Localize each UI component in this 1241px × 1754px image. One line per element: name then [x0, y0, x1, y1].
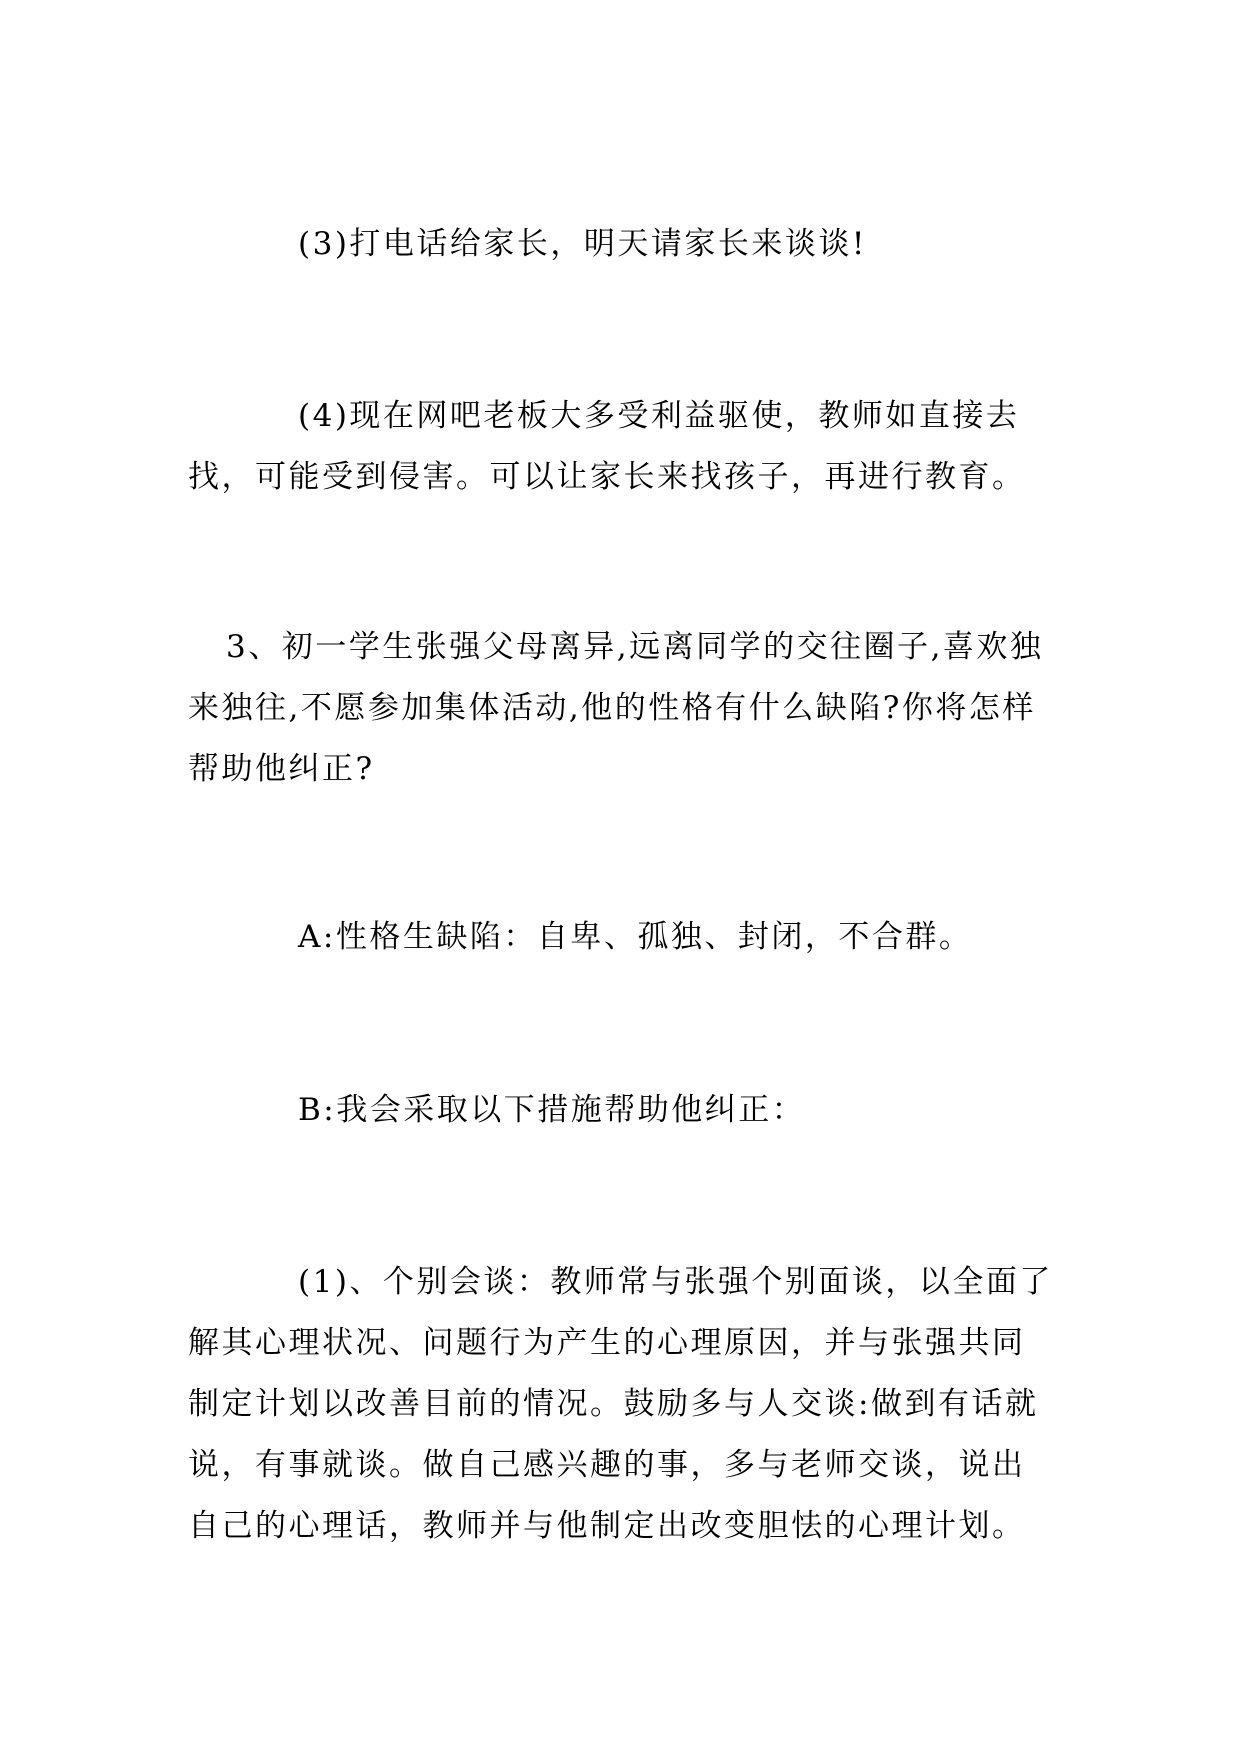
paragraph-call-parents: (3)打电话给家长，明天请家长来谈谈!	[298, 226, 867, 262]
paragraph-internet-cafe: (4)现在网吧老板大多受利益驱使，教师如直接去找，可能受到侵害。可以让家长来找孩子，再进行教育。	[188, 398, 1026, 495]
paragraph-question-3: 3、初一学生张强父母离异,远离同学的交往圈子,喜欢独来独往,不愿参加集体活动,他的性格有什么缺陷?你将怎样帮助他纠正?	[188, 629, 1044, 787]
paragraph-measure-1: (1)、个别会谈：教师常与张强个别面谈，以全面了解其心理状况、问题行为产生的心理原因，并与张强共同制定计划以改善目前的情况。鼓励多与人交谈:做到有话就说，有事就谈。做自己感兴趣的事，多与老师交谈，说出自己的心理话，教师并与他制定出改变胆怯的心理计划。	[188, 1264, 1053, 1544]
paragraph-answer-a: A:性格生缺陷：自卑、孤独、封闭，不合群。	[298, 919, 973, 955]
paragraph-answer-b: B:我会采取以下措施帮助他纠正：	[298, 1092, 806, 1128]
